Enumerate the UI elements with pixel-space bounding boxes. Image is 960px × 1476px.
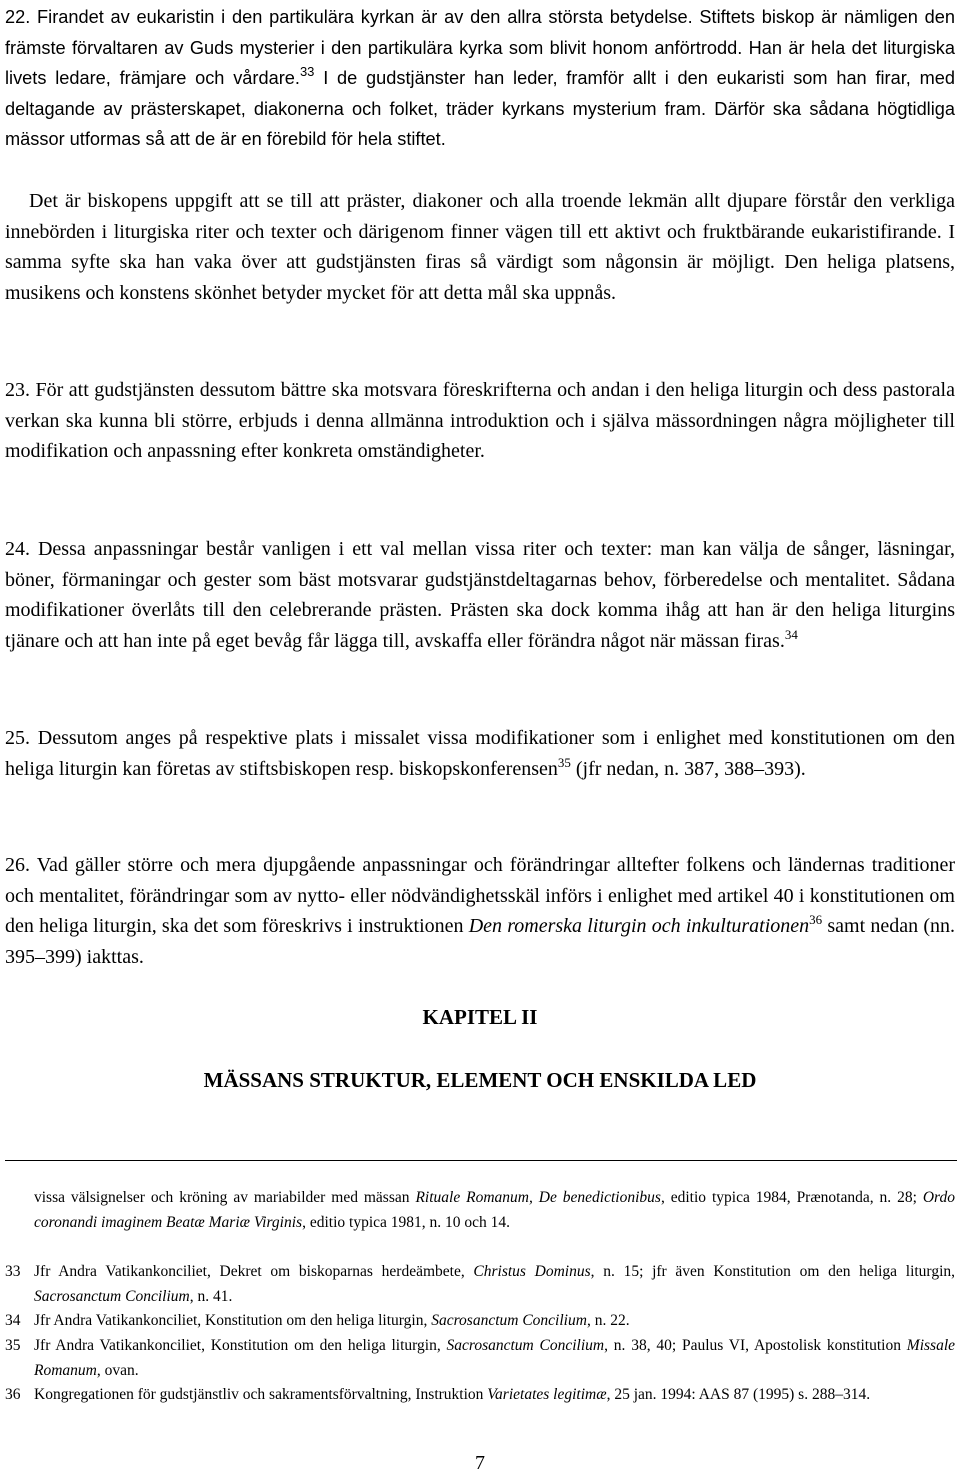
footnote-36 [0, 1383, 955, 1408]
footnote-separator [5, 1160, 957, 1161]
footnote-text: Kongregationen för gudstjänstliv och sakramentsförvaltning, Instruktion Varietates legitimæ, 25 jan. 1994: AAS 87 (1995) s. 288–314. [34, 1386, 871, 1403]
footnote-ref-34[interactable]: 34 [784, 626, 798, 642]
footnote-text: Jfr Andra Vatikankonciliet, Konstitution om den heliga liturgin, Sacrosanctum Concilium, n. 38, 40; Paulus VI, Apostolisk konstitution Missale Romanum, ovan. [34, 1337, 955, 1379]
paragraph-22-continued: Det är biskopens uppgift att se till att präster, diakoner och alla troende lekmän allt djupare förstår den verkliga innebörden i liturgiska riter och texter och därigenom finner vägen till ett aktivt och fruktbärande eukaristifirande. I samma syfte ska han vaka över att gudstjänsten firas så värdigt som någonsin är möjligt. Den heliga platsens, musikens och konstens skönhet betyder mycket för att detta mål ska uppnås. [5, 190, 955, 304]
paragraph-25-text: 25. Dessutom anges på respektive plats i missalet vissa modifikationer som i enlighet med konstitutionen om den heliga liturgin kan företas av stiftsbiskopen resp. biskopskonferensen [5, 727, 955, 780]
paragraph-22-text-cont: I de gudstjänster han leder, framför allt i den eukaristi som han firar, med deltagande av prästerskapet, diakonerna och folket, träder kyrkans mysterium fram. Därför ska sådana högtidliga mässor utformas så att de är en förebild för hela stiftet. [5, 68, 955, 150]
chapter-label: KAPITEL II [422, 1005, 538, 1029]
paragraph-26 [5, 850, 955, 972]
paragraph-24 [5, 534, 955, 656]
paragraph-22-text: 22. Firandet av eukaristin i den partikulära kyrkan är av den allra största betydelse. Stiftets biskop är nämligen den främste förvaltaren av Guds mysterier i den partikulära kyrka som blivit honom anförtrodd. Han är hela det liturgiska livets ledare, främjare och vårdare. [5, 7, 955, 89]
footnote-text: Jfr Andra Vatikankonciliet, Konstitution om den heliga liturgin, Sacrosanctum Concilium, n. 22. [34, 1312, 630, 1329]
footnote-number: 33 [5, 1263, 21, 1280]
paragraph-26-italic: Den romerska liturgin och inkulturationen [468, 915, 810, 938]
footnote-ref-33[interactable]: 33 [299, 64, 315, 80]
footnote-number: 36 [5, 1386, 21, 1403]
footnote-ref-36[interactable]: 36 [809, 912, 823, 928]
footnote-35 [0, 1334, 955, 1383]
paragraph-25-text-cont: (jfr nedan, n. 387, 388–393). [570, 757, 806, 780]
footnote-ref-35[interactable]: 35 [557, 754, 571, 770]
paragraph-23: 23. För att gudstjänsten dessutom bättre ska motsvara föreskrifterna och andan i den heliga liturgin och dess pastorala verkan ska kunna bli större, erbjuds i denna allmänna introduktion och i själva mässordningen några möjligheter till modifikation och anpassning efter konkreta omständigheter. [5, 379, 955, 463]
page-number: 7 [475, 1452, 485, 1474]
footnote-text: Jfr Andra Vatikankonciliet, Dekret om biskoparnas herdeämbete, Christus Dominus, n. 15; jfr även Konstitution om den heliga liturgin, Sacrosanctum Concilium, n. 41. [34, 1263, 955, 1305]
footnote-number: 35 [5, 1337, 21, 1354]
footnote-33 [0, 1260, 955, 1309]
footnote-number: 34 [5, 1312, 21, 1329]
chapter-title: MÄSSANS STRUKTUR, ELEMENT OCH ENSKILDA LED [203, 1068, 757, 1092]
footnote-continued-text: vissa välsignelser och kröning av mariabilder med mässan Rituale Romanum, De benedictionibus, editio typica 1984, Prænotanda, n. 28; Ordo coronandi imaginem Beatæ Mariæ Virginis, editio typica 1981, n. 10 och 14. [34, 1189, 955, 1231]
paragraph-25 [5, 723, 955, 784]
paragraph-22 [5, 2, 955, 155]
footnote-34 [0, 1309, 955, 1334]
paragraph-26-text-cont: samt nedan (nn. 395–399) iakttas. [5, 915, 956, 968]
footnote-continued [0, 1186, 955, 1235]
paragraph-26-text: 26. Vad gäller större och mera djupgående anpassningar och förändringar alltefter folkens och ländernas traditioner och mentalitet, förändringar som av nytto- eller nödvändighetsskäl införs i enlighet med artikel 40 i konstitutionen om den heliga liturgin, ska det som föreskrivs i instruktionen [5, 854, 955, 938]
paragraph-24-text: 24. Dessa anpassningar består vanligen i ett val mellan vissa riter och texter: man kan välja de sånger, läsningar, böner, förmaningar och gester som bäst motsvarar gudstjänstdeltagarnas behov, förberedelse och mentalitet. Sådana modifikationer överlåts till den celebrerande prästen. Prästen ska dock komma ihåg att han är den heliga liturgins tjänare och att han inte på eget bevåg får lägga till, avskaffa eller förändra något när mässan firas. [5, 538, 955, 652]
